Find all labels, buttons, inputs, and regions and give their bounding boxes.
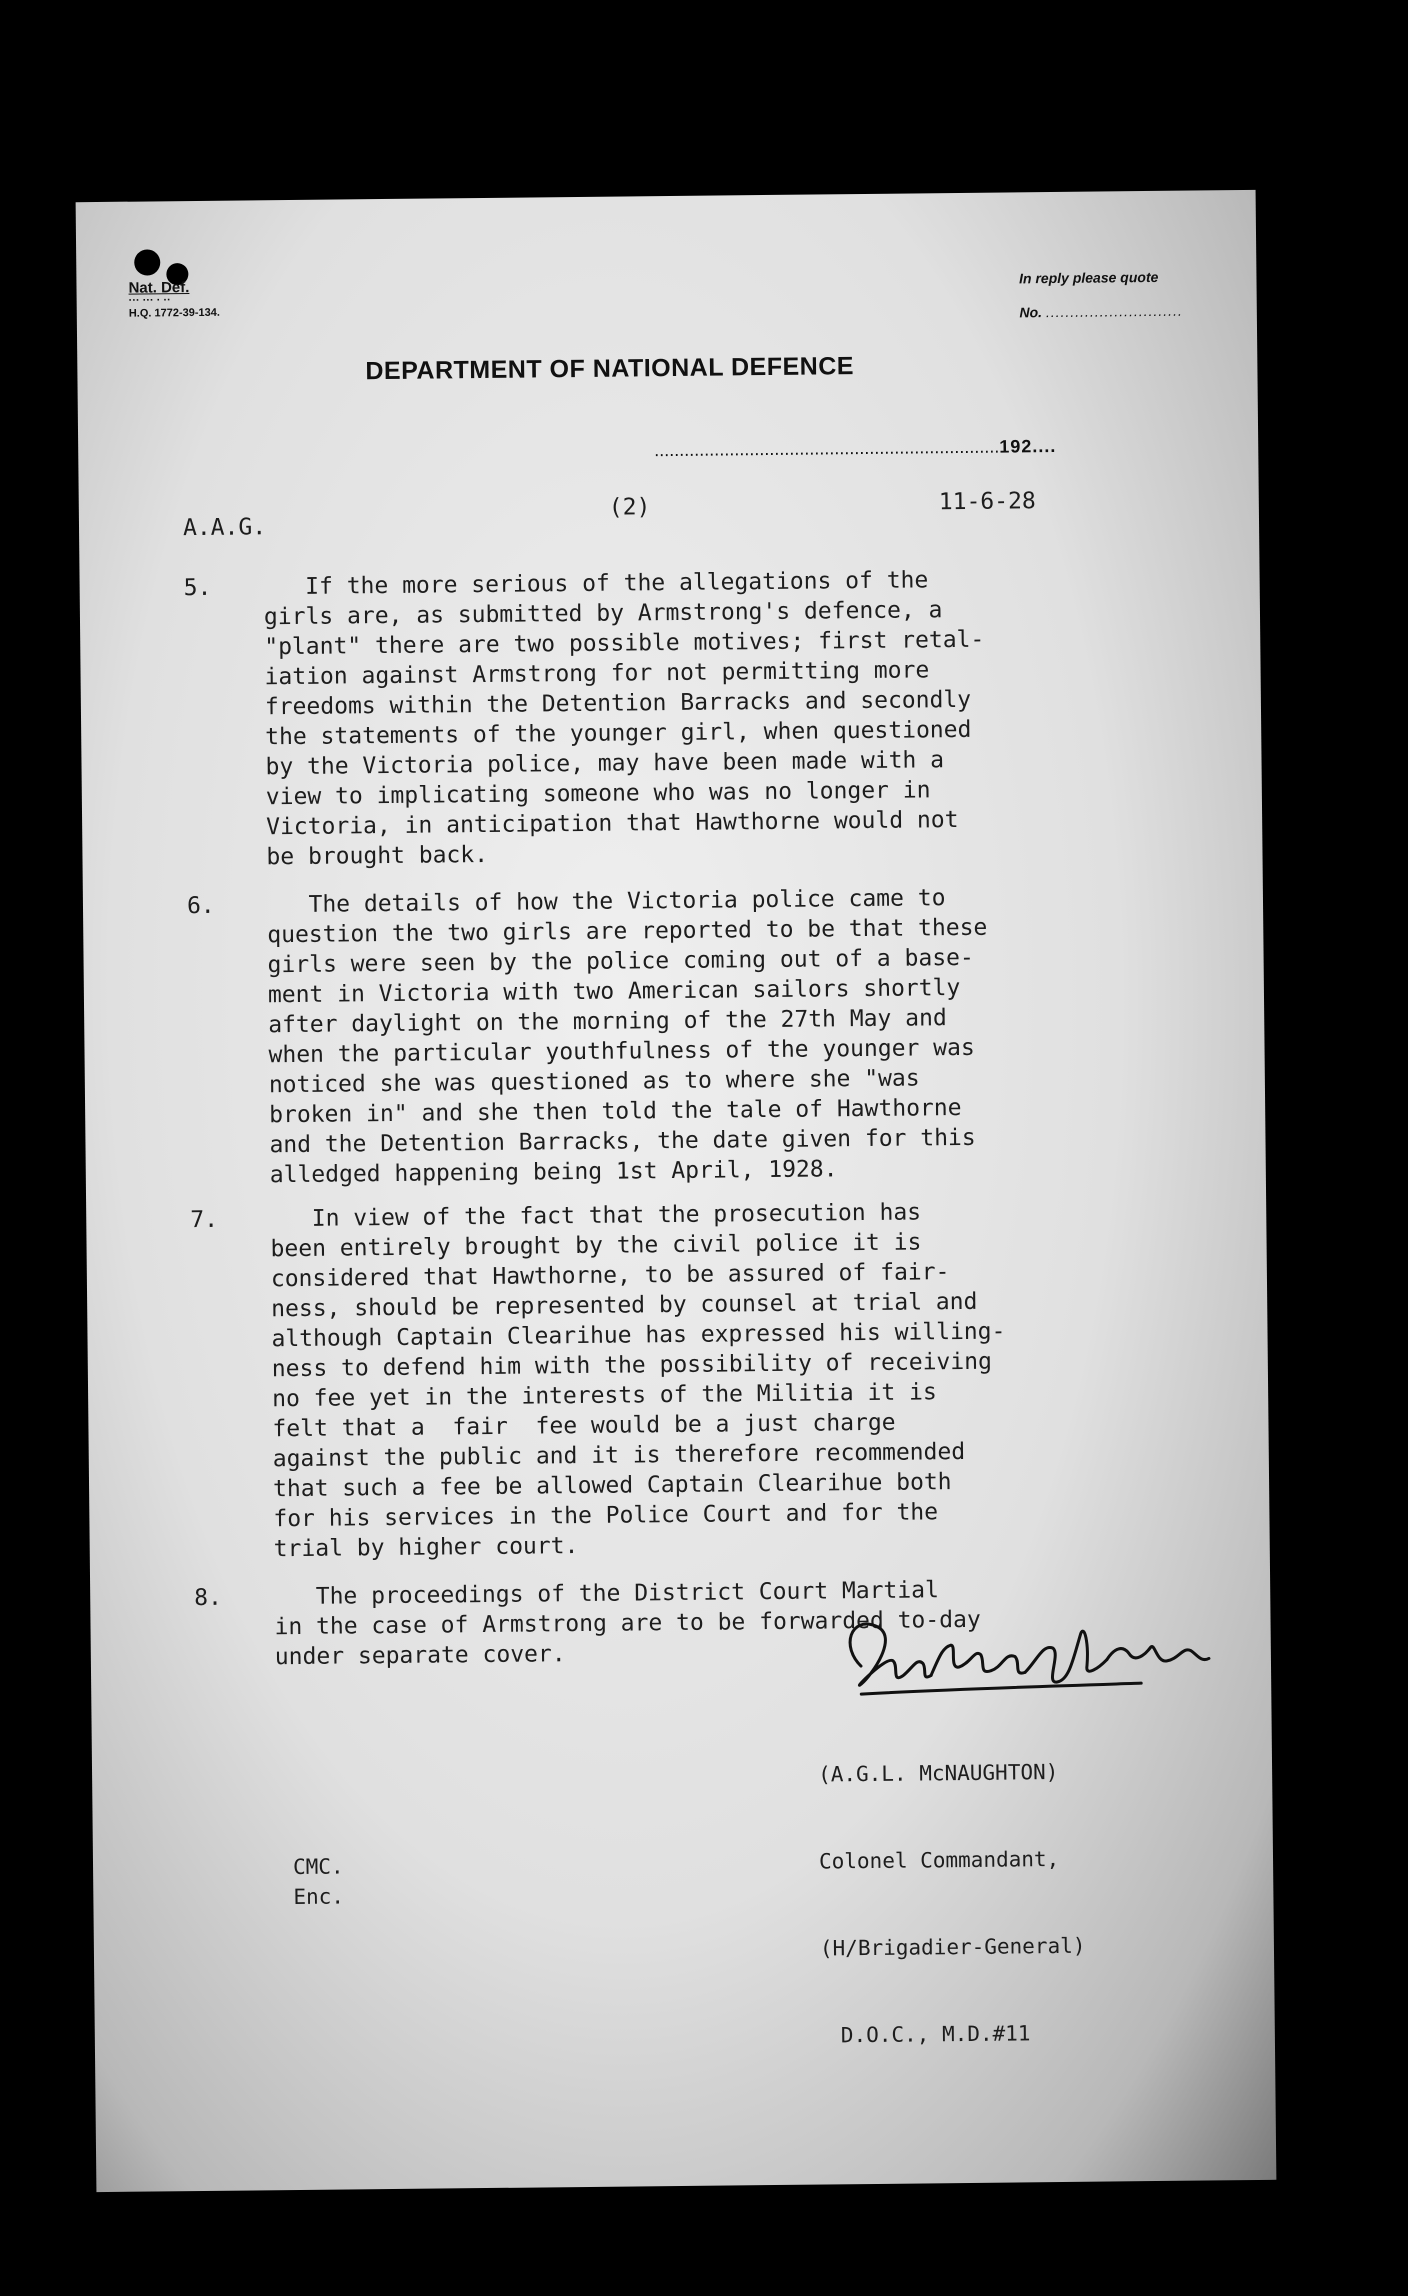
page-number: (2) bbox=[608, 494, 651, 521]
signatory-appointment: D.O.C., M.D.#11 bbox=[840, 2021, 1031, 2048]
paragraph-number: 6. bbox=[186, 892, 215, 920]
date-line-year: 192.... bbox=[999, 435, 1057, 457]
signatory-rank: Colonel Commandant, bbox=[818, 1847, 1060, 1874]
reply-number-row bbox=[1019, 303, 1183, 321]
date-line bbox=[654, 436, 1056, 461]
form-ref-line1: Nat. Def. bbox=[128, 279, 190, 297]
initials-line: CMC. bbox=[292, 1854, 344, 1880]
paragraph-number: 8. bbox=[194, 1584, 223, 1612]
paragraph-number: 5. bbox=[183, 574, 212, 602]
signatory-name: (A.G.L. McNAUGHTON) bbox=[817, 1760, 1059, 1787]
letter-date: 11-6-28 bbox=[938, 488, 1036, 516]
paragraph-text: The proceedings of the District Court Martial in the case of Armstrong are to be forwarded to-day under separate cover. bbox=[274, 1577, 981, 1671]
paragraph-text: The details of how the Victoria police came to question the two girls are reported to be that these girls were seen by the police coming out of a base- ment in Victoria with two American sailors shortly after daylight on the morning of the 27th May and when the particular youthfulness of the younger was noticed she was questioned as to where she "was broken in" and she then told the tale of Hawthorne and the Detention Barracks, the date given for this alledged happening being 1st April, 1928. bbox=[266, 885, 988, 1189]
reply-no-label: No. bbox=[1019, 304, 1043, 321]
form-reference bbox=[128, 281, 220, 321]
enclosure-line: Enc. bbox=[293, 1884, 345, 1910]
paragraph-number: 7. bbox=[190, 1206, 219, 1234]
form-ref-line2: ··· ··· · ·· bbox=[128, 294, 171, 307]
ink-blot bbox=[134, 249, 160, 275]
paragraph-text: If the more serious of the allegations of the girls are, as submitted by Armstrong's defence, a "plant" there are two possible motives; first retal- iation against Armstrong for not permitting more freedoms within the Detention Barracks and secondly the statements of the younger girl, when questioned by the Victoria police, may have been made with a view to implicating someone who was no longer in Victoria, in anticipation that Hawthorne would not be brought back. bbox=[263, 567, 985, 871]
closing-notes bbox=[293, 1852, 344, 1913]
department-title: DEPARTMENT OF NATIONAL DEFENCE bbox=[365, 352, 855, 386]
date-line-dots: ..................................................................... bbox=[654, 436, 1000, 461]
addressee: A.A.G. bbox=[182, 514, 267, 542]
paragraph-7 bbox=[190, 1196, 1094, 1565]
signature-block bbox=[817, 1700, 1087, 2109]
paragraph-text: In view of the fact that the prosecution has been entirely brought by the civil police it is considered that Hawthorne, to be assured of fair- ness, should be represented by counsel at trial and although Captain Clearihue has expressed his willing- ness to defend him with the possibility of receiving no fee yet in the interests of the Militia it is felt that a fair fee would be a just charge against the public and it is therefore recommended that such a fee be allowed Captain Clearihue both for his services in the Police Court and for the trial by higher court. bbox=[270, 1199, 1006, 1563]
reply-box bbox=[1019, 269, 1183, 321]
reply-no-dots: ............................ bbox=[1045, 302, 1183, 321]
reply-quote-label: In reply please quote bbox=[1019, 268, 1159, 287]
handwritten-signature bbox=[830, 1602, 1231, 1716]
paragraph-5 bbox=[184, 564, 1087, 873]
document-page bbox=[76, 190, 1277, 2192]
paragraph-6 bbox=[187, 882, 1090, 1191]
signatory-rank-2: (H/Brigadier-General) bbox=[819, 1933, 1086, 1961]
form-ref-line3: H.Q. 1772-39-134. bbox=[128, 306, 220, 320]
